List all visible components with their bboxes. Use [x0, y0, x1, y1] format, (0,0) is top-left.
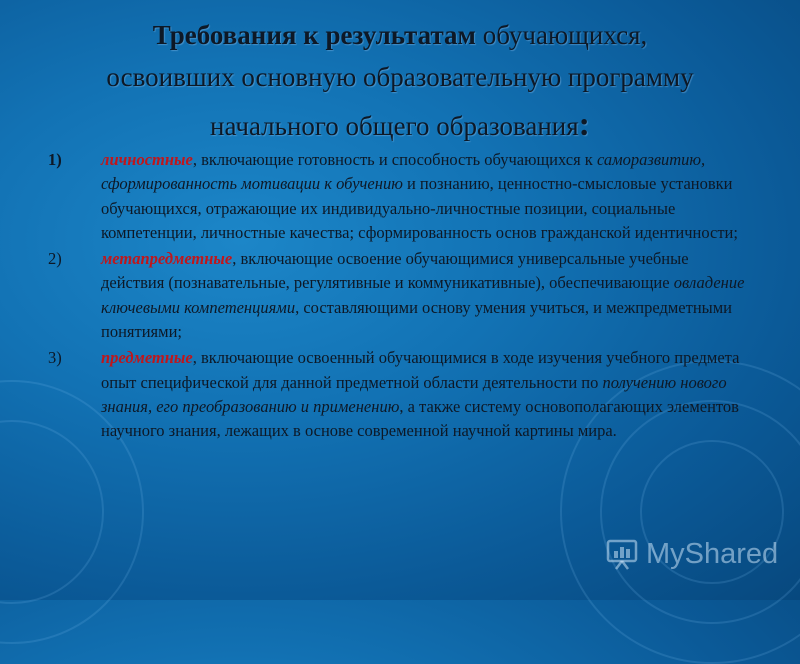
item-text: , составляющими основу умения учиться, и межпредметными понятиями;	[101, 297, 733, 342]
item-number: 1)	[48, 150, 62, 169]
item-italic-text: овладение ключевыми компетенциями	[101, 273, 745, 317]
item-term: предметные	[101, 348, 193, 368]
title-line3: начального общего образования	[210, 111, 579, 141]
list-item	[48, 346, 748, 443]
item-term: личностные	[101, 150, 193, 169]
item-number: 2)	[48, 249, 62, 269]
list-item	[48, 148, 748, 245]
item-text: , включающие освоенный обучающимися в ходе изучения учебного предмета опыт специфической для данной предметной области деятельности по	[101, 348, 740, 392]
item-text: , включающие готовность и способность обучающихся к	[192, 150, 597, 169]
item-term: метапредметные	[101, 249, 233, 269]
title-rest: обучающихся,	[475, 20, 648, 50]
slide-title	[20, 14, 780, 147]
item-text: , а также систему основополагающих элементов научного знания, лежащих в основе современной научной картины мира.	[101, 396, 739, 441]
title-bold: Требования к результатам	[152, 20, 476, 50]
title-line2: освоивших основную образовательную программу	[106, 62, 694, 92]
myshared-logo	[606, 536, 778, 572]
list-item	[48, 247, 748, 344]
myshared-logo-icon	[606, 537, 640, 571]
item-italic-text: получению нового знания, его преобразованию и применению	[101, 372, 727, 416]
title-colon: :	[578, 106, 590, 143]
myshared-logo-text: MyShared	[646, 537, 779, 570]
item-text: , включающие освоение обучающимися универсальные учебные действия (познавательные, регулятивные и коммуникативные), обеспечивающие	[101, 249, 689, 293]
item-text: и познанию, ценностно-смысловые установки обучающихся, отражающие их индивидуально-личностные позиции, социальные компетенции, личностные качества; сформированность основ гражданской идентичности;	[101, 174, 738, 242]
item-number: 3)	[48, 348, 62, 368]
requirements-list	[48, 148, 748, 444]
item-italic-text: саморазвитию, сформированность мотивации к обучению	[101, 150, 706, 194]
